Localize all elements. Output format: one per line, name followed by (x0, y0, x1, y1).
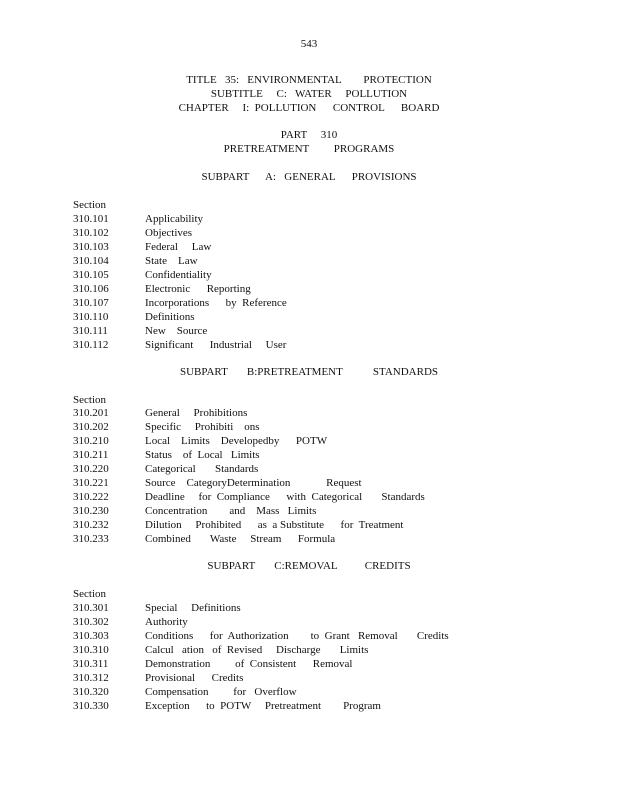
toc-row (73, 462, 553, 476)
toc-row (73, 226, 553, 240)
subpart-b-section-label: Section (73, 394, 106, 406)
toc-row (73, 434, 553, 448)
section-number: 310.310 (73, 644, 109, 656)
subpart-a-heading: SUBPART A: GENERAL PROVISIONS (201, 171, 417, 183)
section-title: Federal Law (145, 241, 212, 253)
toc-row (73, 296, 553, 310)
toc-row (73, 518, 553, 532)
section-number: 310.301 (73, 602, 109, 614)
section-number: 310.111 (73, 325, 108, 337)
toc-row (73, 657, 553, 671)
section-number: 310.102 (73, 227, 109, 239)
section-title: Dilution Prohibited as a Substitute for Treatment (145, 519, 404, 531)
section-title: Specific Prohibiti ons (145, 421, 260, 433)
section-number: 310.330 (73, 700, 109, 712)
toc-row (73, 601, 553, 615)
toc-row (73, 268, 553, 282)
subtitle-line: SUBTITLE C: WATER POLLUTION (210, 88, 408, 100)
subpart-a-section-list (73, 212, 553, 352)
toc-row (73, 240, 553, 254)
section-number: 310.222 (73, 491, 109, 503)
section-title: Objectives (145, 227, 193, 239)
section-title: Provisional Credits (145, 672, 244, 684)
subpart-c-heading: SUBPART C:REMOVAL CREDITS (207, 560, 411, 572)
section-title: Deadline for Compliance with Categorical Standards (145, 491, 425, 503)
title-line: TITLE 35: ENVIRONMENTAL PROTECTION (186, 74, 432, 86)
toc-row (73, 615, 553, 629)
section-title: Concentration and Mass Limits (145, 505, 317, 517)
section-number: 310.220 (73, 463, 109, 475)
section-title: Applicability (145, 213, 204, 225)
section-number: 310.320 (73, 686, 109, 698)
section-number: 310.312 (73, 672, 109, 684)
subpart-c-section-list (73, 601, 553, 713)
toc-row (73, 324, 553, 338)
section-number: 310.101 (73, 213, 109, 225)
toc-row (73, 254, 553, 268)
section-title: Significant Industrial User (145, 339, 287, 351)
section-title: Conditions for Authorization to Grant Removal Credits (145, 630, 449, 642)
section-title: Special Definitions (145, 602, 241, 614)
section-number: 310.230 (73, 505, 109, 517)
section-number: 310.233 (73, 533, 109, 545)
section-number: 310.221 (73, 477, 109, 489)
toc-row (73, 406, 553, 420)
toc-row (73, 282, 553, 296)
section-title: Definitions (145, 311, 195, 323)
section-number: 310.105 (73, 269, 109, 281)
section-title: New Source (145, 325, 208, 337)
toc-row (73, 212, 553, 226)
section-number: 310.311 (73, 658, 109, 670)
section-title: Categorical Standards (145, 463, 259, 475)
section-number: 310.202 (73, 421, 109, 433)
section-number: 310.104 (73, 255, 109, 267)
section-title: Calcul ation of Revised Discharge Limits (145, 644, 369, 656)
section-title: Local Limits Developedby POTW (145, 435, 328, 447)
page-number: 543 (300, 38, 318, 50)
toc-row (73, 448, 553, 462)
part-line: PART 310 (280, 129, 338, 141)
section-title: Electronic Reporting (145, 283, 251, 295)
subpart-b-heading: SUBPART B:PRETREATMENT STANDARDS (179, 366, 439, 378)
chapter-line: CHAPTER I: POLLUTION CONTROL BOARD (178, 102, 440, 114)
toc-row (73, 338, 553, 352)
section-title: Status of Local Limits (145, 449, 260, 461)
section-number: 310.110 (73, 311, 109, 323)
section-title: General Prohibitions (145, 407, 248, 419)
toc-row (73, 671, 553, 685)
section-number: 310.210 (73, 435, 109, 447)
toc-row (73, 504, 553, 518)
section-number: 310.232 (73, 519, 109, 531)
section-title: Combined Waste Stream Formula (145, 533, 336, 545)
section-number: 310.302 (73, 616, 109, 628)
toc-row (73, 490, 553, 504)
section-number: 310.107 (73, 297, 109, 309)
section-number: 310.201 (73, 407, 109, 419)
toc-row (73, 699, 553, 713)
section-number: 310.303 (73, 630, 109, 642)
subpart-a-section-label: Section (73, 199, 106, 211)
toc-row (73, 310, 553, 324)
section-title: Authority (145, 616, 188, 628)
subpart-c-section-label: Section (73, 588, 106, 600)
section-number: 310.211 (73, 449, 109, 461)
section-number: 310.112 (73, 339, 109, 351)
section-number: 310.106 (73, 283, 109, 295)
section-number: 310.103 (73, 241, 109, 253)
part-name-line: PRETREATMENT PROGRAMS (223, 143, 395, 155)
toc-row (73, 685, 553, 699)
section-title: Source CategoryDetermination Request (145, 477, 362, 489)
toc-row (73, 476, 553, 490)
section-title: Compensation for Overflow (145, 686, 297, 698)
section-title: Exception to POTW Pretreatment Program (145, 700, 381, 712)
toc-row (73, 629, 553, 643)
section-title: State Law (145, 255, 198, 267)
section-title: Confidentiality (145, 269, 212, 281)
toc-row (73, 643, 553, 657)
toc-row (73, 532, 553, 546)
subpart-b-section-list (73, 406, 553, 546)
toc-row (73, 420, 553, 434)
section-title: Incorporations by Reference (145, 297, 287, 309)
section-title: Demonstration of Consistent Removal (145, 658, 353, 670)
